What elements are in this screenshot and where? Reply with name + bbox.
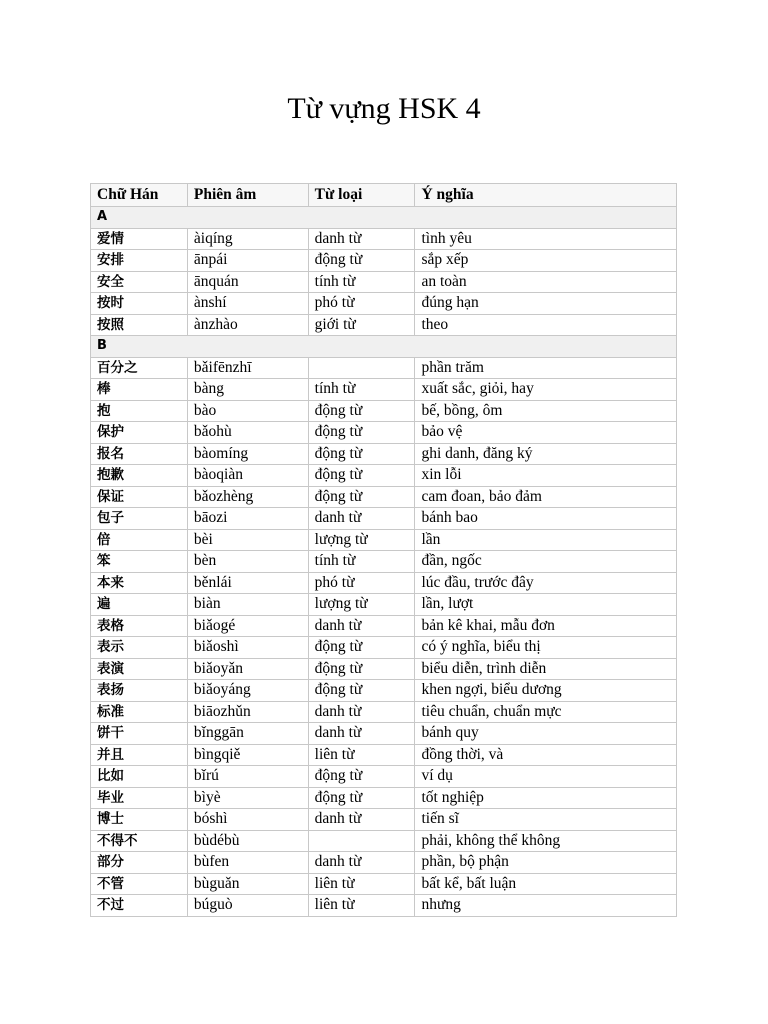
table-row	[91, 271, 677, 293]
table-row	[91, 529, 677, 551]
cell-pinyin: bùdébù	[187, 830, 308, 852]
cell-word-type: động từ	[308, 422, 415, 444]
cell-word-type: động từ	[308, 486, 415, 508]
cell-meaning: ví dụ	[415, 766, 677, 788]
cell-pinyin: ānpái	[187, 250, 308, 272]
cell-pinyin: bìngqiě	[187, 744, 308, 766]
cell-word-type: lượng từ	[308, 529, 415, 551]
cell-meaning: bản kê khai, mẫu đơn	[415, 615, 677, 637]
cell-meaning: phần, bộ phận	[415, 852, 677, 874]
cell-hanzi: 倍	[91, 529, 188, 551]
table-row	[91, 443, 677, 465]
cell-word-type	[308, 357, 415, 379]
table-row	[91, 572, 677, 594]
cell-meaning: xuất sắc, giỏi, hay	[415, 379, 677, 401]
cell-meaning: khen ngợi, biểu dương	[415, 680, 677, 702]
cell-pinyin: bìyè	[187, 787, 308, 809]
section-row	[91, 336, 677, 358]
cell-word-type: danh từ	[308, 809, 415, 831]
cell-hanzi: 安全	[91, 271, 188, 293]
column-header-pinyin: Phiên âm	[187, 184, 308, 207]
table-row	[91, 658, 677, 680]
cell-pinyin: biǎoshì	[187, 637, 308, 659]
cell-meaning: tiến sĩ	[415, 809, 677, 831]
table-row	[91, 680, 677, 702]
table-row	[91, 228, 677, 250]
table-row	[91, 400, 677, 422]
table-row	[91, 293, 677, 315]
cell-meaning: xin lỗi	[415, 465, 677, 487]
cell-hanzi: 博士	[91, 809, 188, 831]
cell-word-type: tính từ	[308, 551, 415, 573]
cell-pinyin: ānquán	[187, 271, 308, 293]
cell-pinyin: biǎogé	[187, 615, 308, 637]
vocabulary-table	[90, 183, 677, 917]
cell-word-type: danh từ	[308, 723, 415, 745]
cell-word-type: động từ	[308, 658, 415, 680]
table-row	[91, 250, 677, 272]
cell-meaning: cam đoan, bảo đảm	[415, 486, 677, 508]
cell-hanzi: 表格	[91, 615, 188, 637]
cell-pinyin: biàn	[187, 594, 308, 616]
cell-pinyin: ànshí	[187, 293, 308, 315]
cell-word-type: tính từ	[308, 379, 415, 401]
cell-pinyin: bāozi	[187, 508, 308, 530]
table-row	[91, 701, 677, 723]
cell-hanzi: 遍	[91, 594, 188, 616]
cell-word-type: danh từ	[308, 228, 415, 250]
cell-pinyin: bǐrú	[187, 766, 308, 788]
cell-word-type: lượng từ	[308, 594, 415, 616]
table-row	[91, 723, 677, 745]
cell-hanzi: 爱情	[91, 228, 188, 250]
section-letter: A	[91, 207, 677, 229]
cell-hanzi: 表扬	[91, 680, 188, 702]
cell-meaning: an toàn	[415, 271, 677, 293]
cell-hanzi: 棒	[91, 379, 188, 401]
cell-meaning: bế, bồng, ôm	[415, 400, 677, 422]
table-row	[91, 314, 677, 336]
cell-pinyin: bàng	[187, 379, 308, 401]
cell-word-type: danh từ	[308, 508, 415, 530]
cell-meaning: biểu diễn, trình diễn	[415, 658, 677, 680]
cell-hanzi: 饼干	[91, 723, 188, 745]
cell-word-type: giới từ	[308, 314, 415, 336]
column-header-meaning: Ý nghĩa	[415, 184, 677, 207]
table-row	[91, 422, 677, 444]
cell-meaning: đần, ngốc	[415, 551, 677, 573]
cell-hanzi: 包子	[91, 508, 188, 530]
table-row	[91, 787, 677, 809]
cell-word-type: động từ	[308, 680, 415, 702]
cell-meaning: bánh quy	[415, 723, 677, 745]
cell-hanzi: 安排	[91, 250, 188, 272]
cell-word-type: động từ	[308, 400, 415, 422]
cell-pinyin: biāozhǔn	[187, 701, 308, 723]
cell-word-type: liên từ	[308, 873, 415, 895]
cell-meaning: phần trăm	[415, 357, 677, 379]
cell-pinyin: búguò	[187, 895, 308, 917]
cell-meaning: tiêu chuẩn, chuẩn mực	[415, 701, 677, 723]
cell-word-type: danh từ	[308, 852, 415, 874]
cell-meaning: bất kể, bất luận	[415, 873, 677, 895]
cell-meaning: ghi danh, đăng ký	[415, 443, 677, 465]
table-row	[91, 852, 677, 874]
table-row	[91, 766, 677, 788]
cell-word-type: phó từ	[308, 572, 415, 594]
cell-meaning: tốt nghiệp	[415, 787, 677, 809]
cell-pinyin: bào	[187, 400, 308, 422]
cell-hanzi: 保护	[91, 422, 188, 444]
table-row	[91, 379, 677, 401]
table-row	[91, 809, 677, 831]
cell-hanzi: 并且	[91, 744, 188, 766]
cell-word-type: danh từ	[308, 701, 415, 723]
table-row	[91, 895, 677, 917]
cell-pinyin: àiqíng	[187, 228, 308, 250]
cell-meaning: phải, không thể không	[415, 830, 677, 852]
cell-pinyin: bóshì	[187, 809, 308, 831]
cell-hanzi: 本来	[91, 572, 188, 594]
cell-hanzi: 按时	[91, 293, 188, 315]
cell-pinyin: bǎozhèng	[187, 486, 308, 508]
table-row	[91, 744, 677, 766]
table-row	[91, 465, 677, 487]
cell-pinyin: bèi	[187, 529, 308, 551]
cell-hanzi: 表演	[91, 658, 188, 680]
cell-hanzi: 报名	[91, 443, 188, 465]
page-title: Từ vựng HSK 4	[287, 92, 481, 125]
cell-hanzi: 按照	[91, 314, 188, 336]
cell-meaning: lần	[415, 529, 677, 551]
cell-word-type: liên từ	[308, 744, 415, 766]
cell-pinyin: bàoqiàn	[187, 465, 308, 487]
cell-meaning: đồng thời, và	[415, 744, 677, 766]
cell-pinyin: bùguǎn	[187, 873, 308, 895]
cell-meaning: nhưng	[415, 895, 677, 917]
table-header-row	[91, 184, 677, 207]
table-row	[91, 637, 677, 659]
cell-word-type: liên từ	[308, 895, 415, 917]
cell-pinyin: ànzhào	[187, 314, 308, 336]
table-body	[91, 207, 677, 917]
cell-hanzi: 不管	[91, 873, 188, 895]
table-row	[91, 594, 677, 616]
cell-word-type: phó từ	[308, 293, 415, 315]
section-letter: B	[91, 336, 677, 358]
cell-word-type	[308, 830, 415, 852]
table-row	[91, 357, 677, 379]
cell-pinyin: bǎohù	[187, 422, 308, 444]
cell-word-type: danh từ	[308, 615, 415, 637]
cell-pinyin: bǐnggān	[187, 723, 308, 745]
column-header-word-type: Từ loại	[308, 184, 415, 207]
cell-pinyin: bàomíng	[187, 443, 308, 465]
cell-meaning: lần, lượt	[415, 594, 677, 616]
section-row	[91, 207, 677, 229]
cell-pinyin: bèn	[187, 551, 308, 573]
cell-hanzi: 抱	[91, 400, 188, 422]
cell-word-type: động từ	[308, 766, 415, 788]
cell-pinyin: biǎoyǎn	[187, 658, 308, 680]
table-row	[91, 486, 677, 508]
cell-word-type: động từ	[308, 465, 415, 487]
cell-meaning: bảo vệ	[415, 422, 677, 444]
table-row	[91, 830, 677, 852]
cell-word-type: động từ	[308, 637, 415, 659]
cell-meaning: bánh bao	[415, 508, 677, 530]
cell-word-type: động từ	[308, 787, 415, 809]
cell-hanzi: 不过	[91, 895, 188, 917]
cell-hanzi: 抱歉	[91, 465, 188, 487]
cell-hanzi: 表示	[91, 637, 188, 659]
cell-pinyin: běnlái	[187, 572, 308, 594]
cell-hanzi: 保证	[91, 486, 188, 508]
cell-meaning: lúc đầu, trước đây	[415, 572, 677, 594]
cell-meaning: tình yêu	[415, 228, 677, 250]
cell-pinyin: bùfen	[187, 852, 308, 874]
cell-meaning: có ý nghĩa, biểu thị	[415, 637, 677, 659]
cell-hanzi: 比如	[91, 766, 188, 788]
cell-hanzi: 部分	[91, 852, 188, 874]
table-row	[91, 615, 677, 637]
cell-word-type: động từ	[308, 443, 415, 465]
cell-word-type: động từ	[308, 250, 415, 272]
table-row	[91, 873, 677, 895]
cell-meaning: đúng hạn	[415, 293, 677, 315]
cell-pinyin: biǎoyáng	[187, 680, 308, 702]
table-row	[91, 508, 677, 530]
table-row	[91, 551, 677, 573]
cell-hanzi: 笨	[91, 551, 188, 573]
cell-pinyin: bǎifēnzhī	[187, 357, 308, 379]
cell-meaning: sắp xếp	[415, 250, 677, 272]
cell-hanzi: 标准	[91, 701, 188, 723]
cell-word-type: tính từ	[308, 271, 415, 293]
cell-hanzi: 毕业	[91, 787, 188, 809]
column-header-hanzi: Chữ Hán	[91, 184, 188, 207]
cell-meaning: theo	[415, 314, 677, 336]
cell-hanzi: 百分之	[91, 357, 188, 379]
cell-hanzi: 不得不	[91, 830, 188, 852]
